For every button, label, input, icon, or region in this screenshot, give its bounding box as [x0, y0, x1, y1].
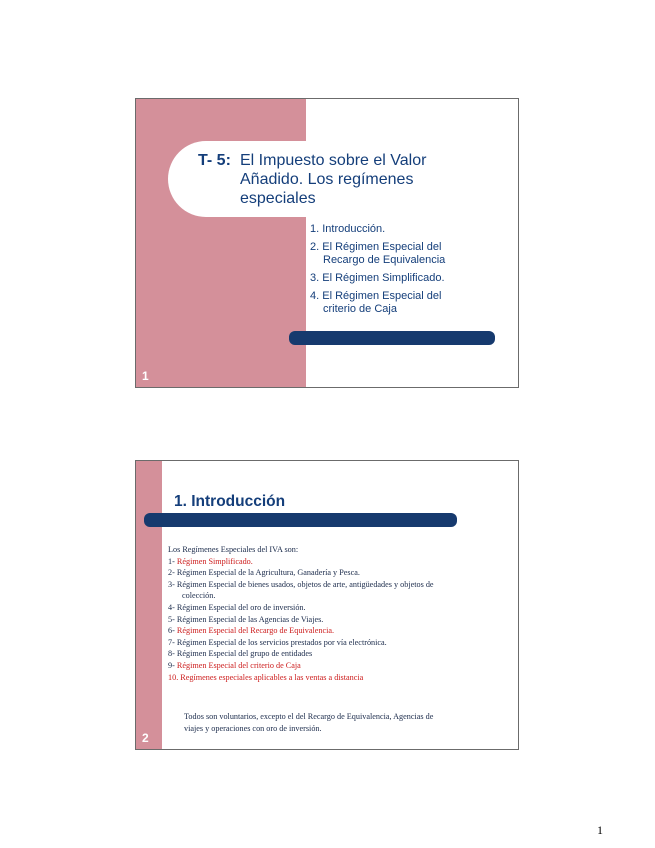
- slide-2-number: 2: [142, 731, 149, 745]
- slide-1-title-text: El Impuesto sobre el Valor Añadido. Los regímenes especiales: [240, 152, 427, 207]
- list-item: 3- Régimen Especial de bienes usados, objetos de arte, antigüedades y objetos de: [168, 579, 434, 589]
- outline-item: 2. El Régimen Especial del Recargo de Equivalencia: [310, 241, 446, 266]
- list-item: 7- Régimen Especial de los servicios prestados por vía electrónica.: [168, 637, 387, 647]
- slide-2: [135, 460, 519, 750]
- list-item: 6- Régimen Especial del Recargo de Equivalencia.: [168, 626, 335, 636]
- slide-2-footnote: [184, 711, 514, 735]
- footnote-line-1: Todos son voluntarios, excepto el del Recargo de Equivalencia, Agencias de: [184, 712, 434, 721]
- list-item: 10. Regímenes especiales aplicables a las ventas a distancia: [168, 672, 364, 682]
- slide-2-accent-bar: [144, 513, 457, 527]
- list-item: 4- Régimen Especial del oro de inversión.: [168, 602, 306, 612]
- list-item: 2- Régimen Especial de la Agricultura, Ganadería y Pesca.: [168, 568, 360, 578]
- body-intro: Los Regímenes Especiales del IVA son:: [168, 545, 299, 554]
- slide-1-title-number: T- 5:: [198, 152, 231, 169]
- slide-1-accent-bar: [289, 331, 495, 345]
- list-item: 1- Régimen Simplificado.: [168, 556, 253, 566]
- list-item: 5- Régimen Especial de las Agencias de Viajes.: [168, 614, 324, 624]
- slide-2-title: 1. Introducción: [174, 493, 286, 510]
- outline-item: 4. El Régimen Especial del criterio de Caja: [310, 290, 442, 315]
- slide-1: [135, 98, 519, 388]
- slide-2-pink-strip: [136, 461, 162, 749]
- outline-item: 3. El Régimen Simplificado.: [310, 272, 445, 284]
- footnote-line-2: viajes y operaciones con oro de inversión.: [184, 724, 322, 733]
- slide-1-outline: [310, 223, 519, 321]
- list-item: 9- Régimen Especial del criterio de Caja: [168, 660, 301, 670]
- slide-1-number: 1: [142, 369, 149, 383]
- outline-item: 1. Introducción.: [310, 223, 386, 235]
- list-item-continuation: colección.: [182, 591, 216, 601]
- page-number: 1: [597, 823, 603, 837]
- slide-2-body: [168, 544, 518, 683]
- list-item: 8- Régimen Especial del grupo de entidades: [168, 649, 313, 659]
